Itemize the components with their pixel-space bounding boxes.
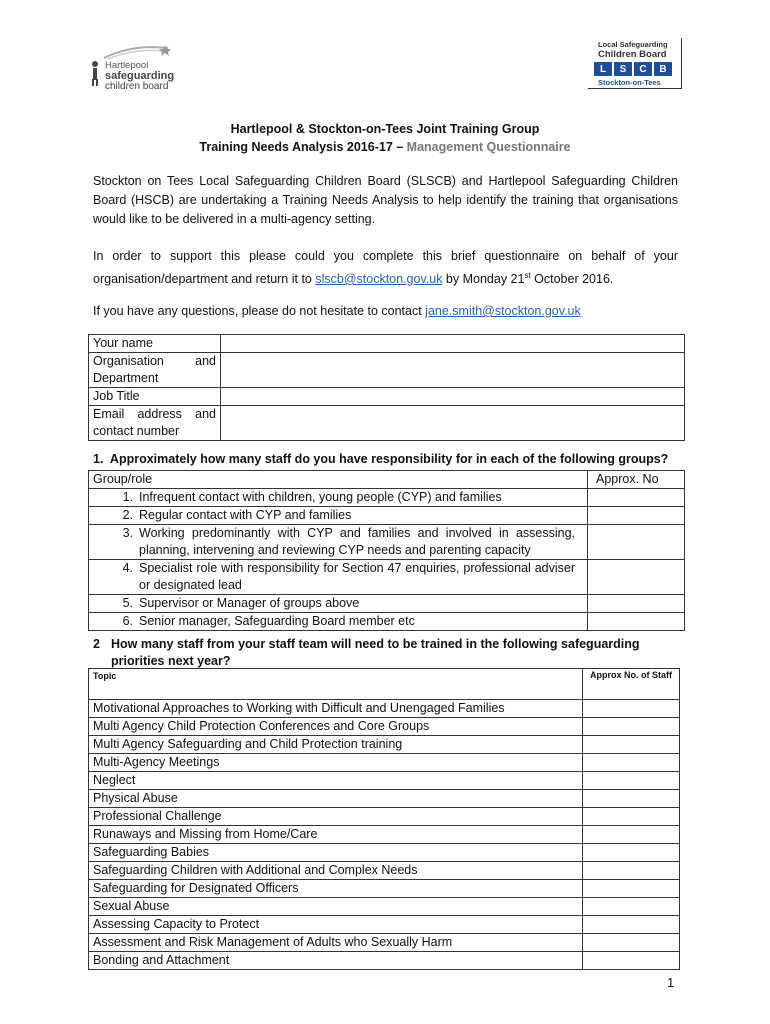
group-cell: 3. Working predominantly with CYP and families and involved in assessing, planning, intervening and reviewing CYP needs and parenting capacity [89,525,588,560]
details-input-name[interactable] [221,335,685,353]
logo-left-line2: safeguarding [105,70,175,82]
header-rule [588,88,682,89]
staff-input[interactable] [583,736,680,754]
table-row [89,507,685,525]
table-row [89,862,680,880]
topic-cell: Safeguarding for Designated Officers [89,880,583,898]
swoosh-icon [102,44,172,60]
doc-title-line2 [0,140,770,154]
q2-col-topic: Topic [89,669,583,700]
details-row [89,388,685,406]
logo-right-line2: Children Board [598,49,667,60]
p3-start: If you have any questions, please do not hesitate to contact [93,304,426,318]
p2-start: In order to support this please could you complete this brief questionnaire on behalf of your organisation/department and return it to [93,249,678,287]
approx-input[interactable] [588,560,685,595]
p2-end: October 2016. [530,272,614,287]
details-row [89,335,685,353]
staff-input[interactable] [583,844,680,862]
details-input-email[interactable] [221,406,685,441]
approx-input[interactable] [588,507,685,525]
topic-cell: Runaways and Missing from Home/Care [89,826,583,844]
intro-paragraph-2 [93,247,678,289]
details-row [89,353,685,388]
q1-number: 1. [93,452,104,466]
q2-table [88,668,680,970]
topic-cell: Bonding and Attachment [89,952,583,970]
details-input-job[interactable] [221,388,685,406]
intro-paragraph-3 [93,302,678,321]
topic-cell: Multi Agency Safeguarding and Child Protection training [89,736,583,754]
staff-input[interactable] [583,754,680,772]
table-row [89,754,680,772]
staff-input[interactable] [583,700,680,718]
staff-input[interactable] [583,862,680,880]
details-label-job: Job Title [89,388,221,406]
table-row [89,934,680,952]
logo-right-line1: Local Safeguarding [598,40,668,49]
topic-cell: Multi Agency Child Protection Conferences and Core Groups [89,718,583,736]
table-row [89,880,680,898]
table-row [89,772,680,790]
details-input-org[interactable] [221,353,685,388]
staff-input[interactable] [583,790,680,808]
letter-s: S [614,62,632,76]
table-row [89,844,680,862]
table-row [89,718,680,736]
staff-input[interactable] [583,826,680,844]
table-row [89,595,685,613]
staff-input[interactable] [583,718,680,736]
topic-cell: Multi-Agency Meetings [89,754,583,772]
staff-input[interactable] [583,916,680,934]
topic-cell: Safeguarding Babies [89,844,583,862]
letter-c: C [634,62,652,76]
q2-header-row [89,669,680,700]
intro-paragraph-1: Stockton on Tees Local Safeguarding Children Board (SLSCB) and Hartlepool Safeguarding Children Board (HSCB) are undertaking a Training Needs Analysis to help identify the training that organisations would like to be delivered in a multi-agency setting. [93,174,678,226]
slscb-email-link[interactable]: slscb@stockton.gov.uk [315,272,443,287]
doc-title-grey: Management Questionnaire [406,140,571,154]
details-table [88,334,685,441]
header-rule-vertical [681,38,682,89]
child-figure-icon [90,60,100,86]
table-row [89,826,680,844]
q1-col-group: Group/role [89,471,588,489]
q2-col-approx: Approx No. of Staff [583,669,680,700]
table-row [89,736,680,754]
group-cell: 5. Supervisor or Manager of groups above [89,595,588,613]
topic-cell: Safeguarding Children with Additional and Complex Needs [89,862,583,880]
staff-input[interactable] [583,808,680,826]
topic-cell: Physical Abuse [89,790,583,808]
topic-cell: Assessment and Risk Management of Adults who Sexually Harm [89,934,583,952]
q2-number: 2 [93,637,100,651]
table-row [89,613,685,631]
table-row [89,525,685,560]
staff-input[interactable] [583,880,680,898]
logo-left-line3: children board [105,81,169,92]
approx-input[interactable] [588,489,685,507]
q1-text: Approximately how many staff do you have responsibility for in each of the following groups? [109,452,669,466]
details-row [89,406,685,441]
table-row [89,916,680,934]
logo-left-line1: Hartlepool [105,60,149,71]
details-label-email: Email address and contact number [89,406,221,441]
group-cell: 6. Senior manager, Safeguarding Board member etc [89,613,588,631]
p2-sup: st [524,271,531,280]
q2-heading [93,636,673,670]
page-number: 1 [667,975,675,990]
table-row [89,808,680,826]
approx-input[interactable] [588,613,685,631]
table-row [89,790,680,808]
topic-cell: Sexual Abuse [89,898,583,916]
topic-cell: Assessing Capacity to Protect [89,916,583,934]
q1-heading [93,452,683,466]
group-cell: 4. Specialist role with responsibility for Section 47 enquiries, professional adviser or designated lead [89,560,588,595]
details-label-name: Your name [89,335,221,353]
hartlepool-logo [88,44,178,92]
approx-input[interactable] [588,595,685,613]
staff-input[interactable] [583,952,680,970]
group-cell: 1. Infrequent contact with children, young people (CYP) and families [89,489,588,507]
topic-cell: Motivational Approaches to Working with Difficult and Unengaged Families [89,700,583,718]
doc-title-main: Training Needs Analysis 2016-17 – [199,140,407,154]
table-row [89,489,685,507]
letter-b: B [654,62,672,76]
details-label-org: Organisation and Department [89,353,221,388]
table-row [89,700,680,718]
approx-input[interactable] [588,525,685,560]
q1-col-approx: Approx. No [588,471,685,489]
group-cell: 2. Regular contact with CYP and families [89,507,588,525]
doc-title-line1: Hartlepool & Stockton-on-Tees Joint Training Group [230,122,540,136]
staff-input[interactable] [583,898,680,916]
lscb-logo [590,38,680,88]
table-row [89,560,685,595]
q1-table [88,470,685,631]
contact-email-link[interactable]: jane.smith@stockton.gov.uk [425,304,581,318]
p2-mid: by Monday 21 [442,272,525,287]
table-row [89,952,680,970]
staff-input[interactable] [583,934,680,952]
logo-right-line3: Stockton-on-Tees [598,78,661,87]
topic-cell: Neglect [89,772,583,790]
letter-l: L [594,62,612,76]
topic-cell: Professional Challenge [89,808,583,826]
table-row [89,898,680,916]
lscb-letters [594,62,672,76]
q2-text: How many staff from your staff team will need to be trained in the following safeguarding priorities next year? [111,637,640,668]
q1-header-row [89,471,685,489]
staff-input[interactable] [583,772,680,790]
